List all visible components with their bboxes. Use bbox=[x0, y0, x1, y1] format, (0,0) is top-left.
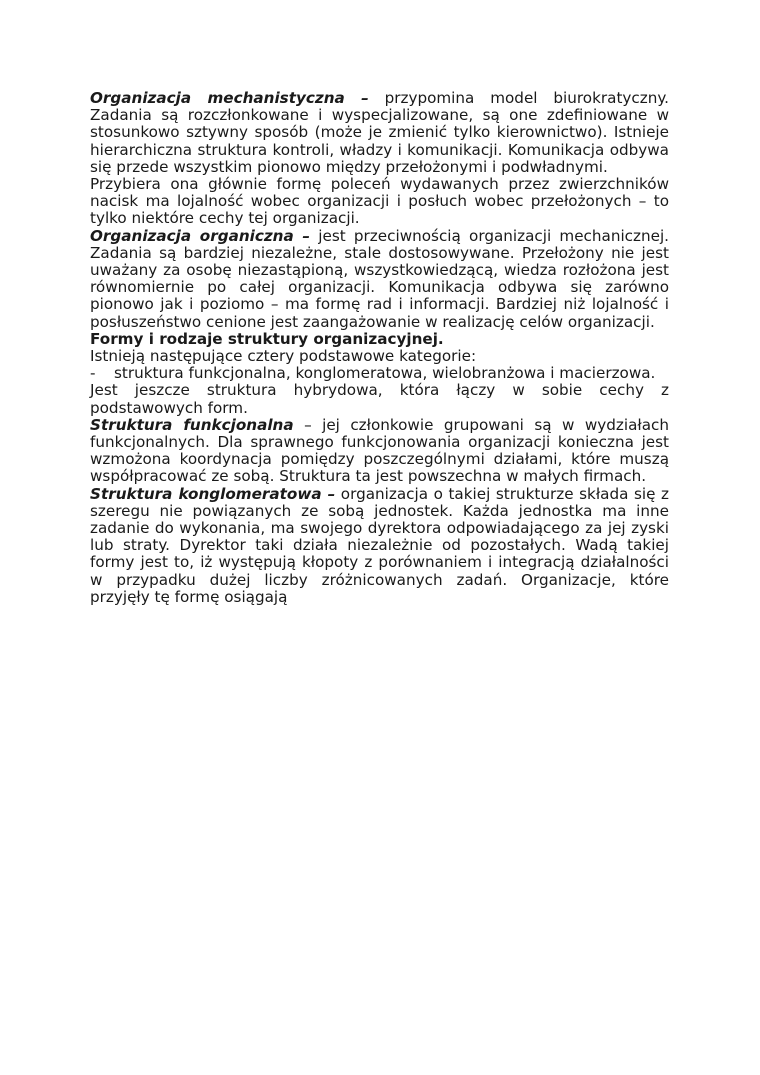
term-mechanistic: Organizacja mechanistyczna – bbox=[90, 89, 369, 107]
paragraph-text: Przybiera ona głównie formę poleceń wydawanych przez zwierzchników nacisk ma lojalność wobec organizacji i posłuch wobec przełożonych – to tylko niektóre cechy tej organizacji. bbox=[90, 175, 669, 228]
paragraph-categories bbox=[90, 348, 669, 365]
paragraph-text: przypomina model biurokratyczny. Zadania są rozczłonkowane i wyspecjalizowane, są one zdefiniowane w stosunkowo sztywny sposób (może je zmienić tylko kierownictwo). Istnieje hierarchiczna struktura kontroli, władzy i komunikacji. Komunikacja odbywa się przede wszystkim pionowo między przełożonymi i podwładnymi. bbox=[90, 89, 669, 176]
paragraph-hybrid bbox=[90, 382, 669, 416]
paragraph-text: Istnieją następujące cztery podstawowe kategorie: bbox=[90, 347, 477, 366]
bullet-text: struktura funkcjonalna, konglomeratowa, wielobranżowa i macierzowa. bbox=[114, 364, 656, 383]
paragraph-text: Jest jeszcze struktura hybrydowa, która łączy w sobie cechy z podstawowych form. bbox=[90, 381, 669, 417]
paragraph-mechanistic-cont bbox=[90, 176, 669, 228]
paragraph-text: organizacja o takiej strukturze składa się z szeregu nie powiązanych ze sobą jednostek. Każda jednostka ma inne zadanie do wykonania, ma swojego dyrektora odpowiadającego za jej zyski lub straty. Dyrektor taki działa niezależnie od pozostałych. Wadą takiej formy jest to, iż występują kłopoty z porównaniem i integracją działalności w przypadku dużej liczby zróżnicowanych zadań. Organizacje, które przyjęły tę formę osiągają bbox=[90, 484, 670, 606]
bullet-mark: - bbox=[90, 364, 96, 383]
bullet-item bbox=[90, 365, 669, 382]
document-page bbox=[90, 90, 669, 606]
paragraph-text: – jej członkowie grupowani są w wydziałach funkcjonalnych. Dla sprawnego funkcjonowania organizacji konieczna jest wzmożona koordynacja pomiędzy poszczególnymi działami, które muszą współpracować ze sobą. Struktura ta jest powszechna w małych firmach. bbox=[90, 415, 669, 486]
paragraph-functional bbox=[90, 417, 669, 486]
paragraph-mechanistic bbox=[90, 90, 669, 176]
paragraph-organic bbox=[90, 228, 669, 331]
section-heading: Formy i rodzaje struktury organizacyjnej. bbox=[90, 329, 444, 348]
term-organic: Organizacja organiczna – bbox=[90, 226, 311, 245]
paragraph-conglomerate bbox=[90, 486, 669, 606]
term-functional: Struktura funkcjonalna bbox=[90, 415, 294, 434]
term-conglomerate: Struktura konglomeratowa – bbox=[90, 484, 336, 503]
paragraph-text: jest przeciwnością organizacji mechanicznej. Zadania są bardziej niezależne, stale dostosowywane. Przełożony nie jest uważany za osobę niezastąpioną, wszystkowiedzącą, wiedza rozłożona jest równomiernie po całej organizacji. Komunikacja odbywa się zarówno pionowo jak i poziomo – ma formę rad i informacji. Bardziej niż lojalność i posłuszeństwo cenione jest zaangażowanie w realizację celów organizacji. bbox=[90, 226, 670, 331]
